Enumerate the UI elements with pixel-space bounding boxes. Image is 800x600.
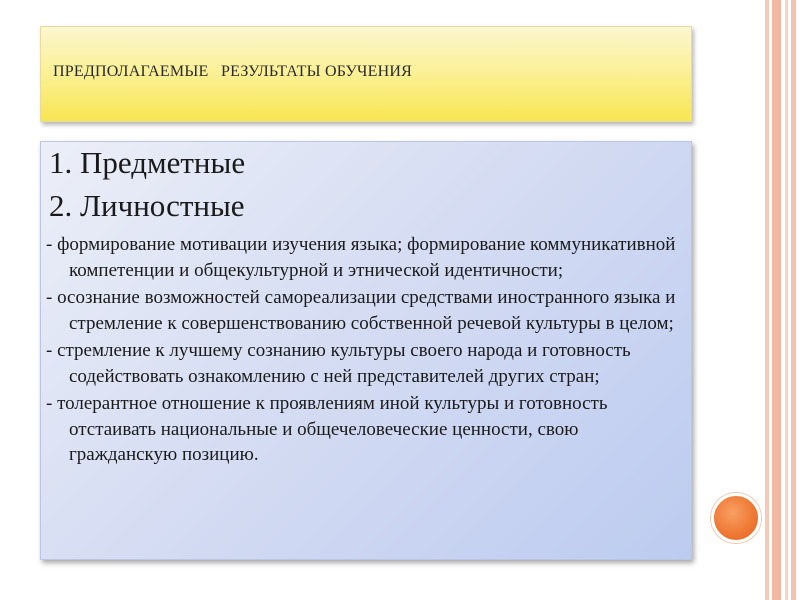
decorative-stripe [772, 0, 781, 600]
numbered-item-personal: 2. Личностные [49, 188, 245, 223]
decorative-circle-icon [711, 493, 761, 543]
slide-title: ПРЕДПОЛАГАЕМЫЕ РЕЗУЛЬТАТЫ ОБУЧЕНИЯ [53, 63, 413, 80]
bullet-list [46, 232, 686, 470]
decorative-stripe [785, 0, 788, 600]
decorative-stripe [765, 0, 769, 600]
bullet-item: - толерантное отношение к проявлениям иной культуры и готовность отстаивать национальные и общечеловеческие ценности, свою гражданскую позицию. [46, 393, 608, 465]
decorative-stripe [791, 0, 796, 600]
numbered-item-subject: 1. Предметные [49, 145, 246, 180]
bullet-item: - стремление к лучшему сознанию культуры своего народа и готовность содействовать ознакомлению с ней представителей других стран; [46, 340, 631, 387]
bullet-item: - формирование мотивации изучения языка; формирование коммуникативной компетенции и общекультурной и этнической идентичности; [46, 234, 676, 281]
bullet-item: - осознание возможностей самореализации средствами иностранного языка и стремление к совершенствованию собственной речевой культуры в целом; [46, 287, 676, 334]
